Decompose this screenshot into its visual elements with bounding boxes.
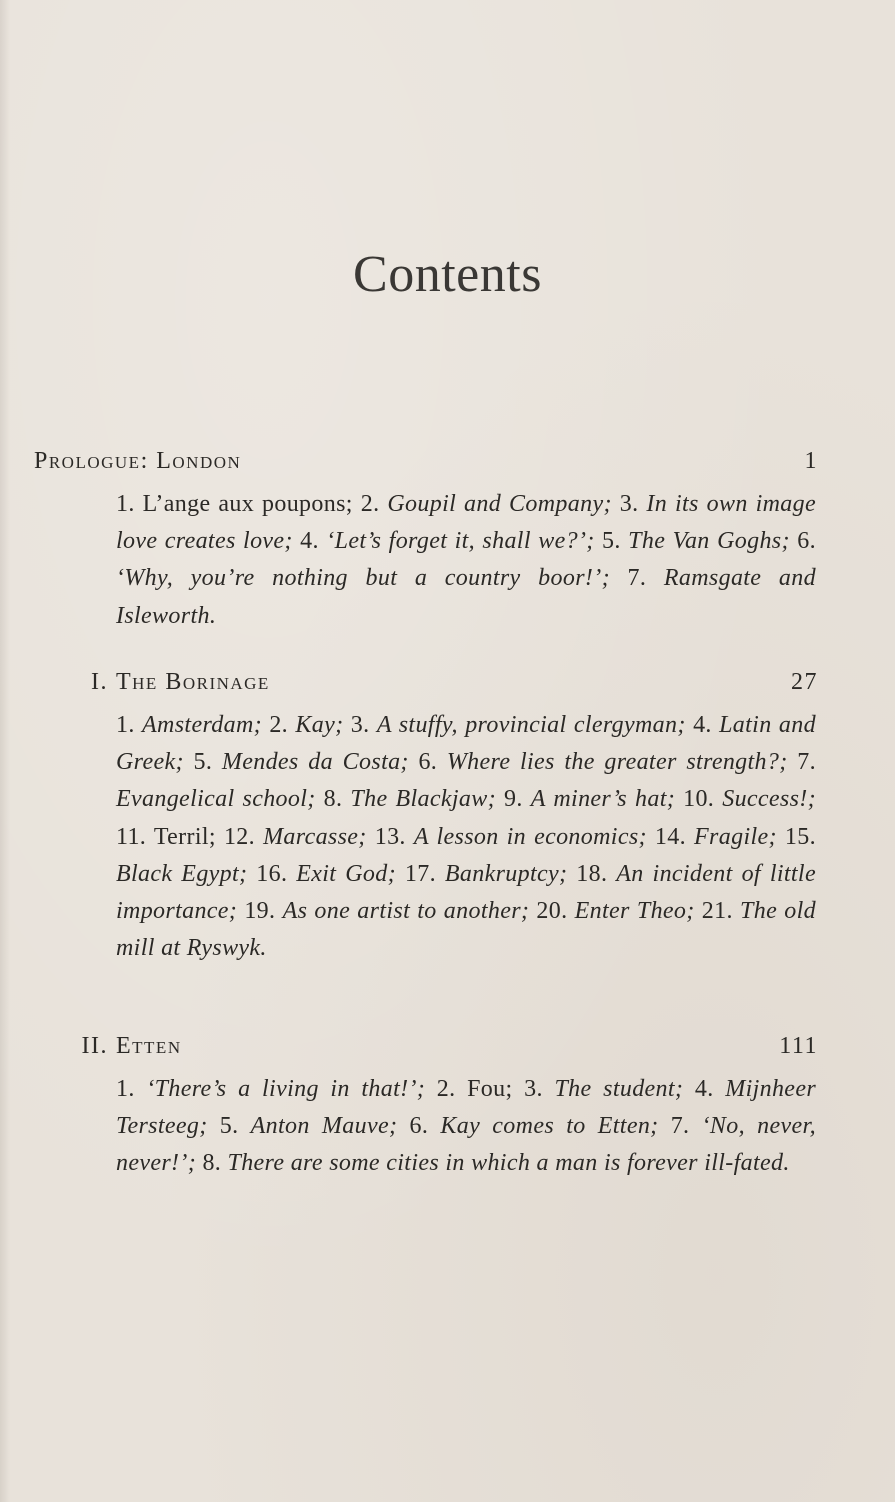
toc-item-number: 3. — [524, 1076, 543, 1102]
toc-item-number: 5. — [193, 749, 213, 776]
toc-item-text: Anton Mauve; — [250, 1113, 398, 1140]
toc-item-number: 8. — [202, 1150, 222, 1177]
toc-item — [116, 824, 216, 850]
toc-item-number: 10. — [683, 786, 715, 813]
toc-entry-etten — [0, 1033, 895, 1183]
toc-entry-items — [116, 486, 816, 635]
toc-item-text: In its own image love creates love; — [116, 491, 816, 555]
toc-item-number: 6. — [418, 749, 438, 776]
toc-entry-prologue — [0, 448, 895, 635]
toc-item-text: Mijnheer Tersteeg; — [116, 1076, 817, 1140]
toc-item — [655, 824, 777, 850]
toc-item-number: 7. — [797, 749, 816, 776]
toc-item — [361, 491, 612, 517]
toc-item — [224, 824, 367, 850]
toc-item-number: 7. — [627, 565, 647, 592]
toc-item-number: 2. — [269, 712, 289, 738]
toc-item — [375, 824, 647, 850]
toc-item-number: 12. — [223, 823, 256, 850]
toc-entry-page-number: 27 — [791, 669, 818, 695]
toc-item-text: The Van Goghs; — [628, 528, 790, 555]
toc-item-number: 5. — [219, 1113, 239, 1140]
toc-item — [504, 786, 675, 812]
toc-entry-heading — [0, 448, 895, 482]
toc-entry-items — [116, 1071, 816, 1183]
toc-item-number: 17. — [404, 860, 436, 887]
toc-item-text: Bankruptcy; — [444, 860, 568, 887]
toc-item-text: Where lies the greater strength?; — [446, 749, 788, 776]
toc-item — [405, 861, 567, 887]
toc-item-text: Black Egypt; — [116, 860, 248, 887]
toc-item-text: Latin and Greek; — [116, 712, 816, 776]
toc-entry-heading — [0, 669, 895, 703]
toc-item — [351, 712, 686, 738]
toc-item-number: 16. — [256, 860, 288, 887]
toc-entry-heading — [0, 1033, 895, 1067]
toc-item-number: 3. — [619, 491, 639, 517]
toc-item-text: There are some cities in which a man is forever ill-fated. — [227, 1150, 790, 1177]
toc-item-number: 20. — [536, 898, 568, 925]
toc-item-text: Success!; — [722, 786, 816, 813]
toc-item — [194, 749, 409, 775]
toc-item-number: 1. — [116, 491, 135, 517]
toc-item-text: A stuffy, provincial clergyman; — [376, 712, 686, 738]
toc-item-text: ‘Let’s forget it, shall we?’; — [326, 528, 595, 555]
toc-entry-page-number: 111 — [779, 1033, 818, 1059]
toc-item — [437, 1076, 513, 1102]
toc-item-text: The student; — [554, 1076, 684, 1102]
toc-item — [220, 1113, 398, 1139]
toc-item-text: As one artist to another; — [282, 898, 530, 925]
toc-item-text: A miner’s hat; — [530, 786, 676, 813]
toc-item-text: An incident of little importance; — [116, 860, 816, 925]
toc-item-number: 4. — [694, 1076, 714, 1102]
toc-entry-title: Etten — [116, 1033, 182, 1059]
toc-item-number: 21. — [701, 898, 733, 925]
toc-item-text: The Blackjaw; — [350, 786, 496, 813]
toc-item-number: 1. — [116, 712, 135, 738]
toc-entry-title: Prologue: London — [34, 448, 242, 474]
toc-item-text: ‘Why, you’re nothing but a country boor!’; — [116, 565, 610, 592]
toc-item-text: Evangelical school; — [116, 786, 316, 813]
toc-item-text: A lesson in economics; — [413, 823, 647, 850]
toc-item-number: 6. — [409, 1113, 429, 1140]
toc-item-text: Fragile; — [694, 823, 777, 850]
toc-item — [418, 749, 787, 775]
toc-item-text: Enter Theo; — [574, 898, 695, 925]
toc-item — [116, 491, 353, 517]
toc-item-number: 14. — [654, 823, 686, 850]
toc-item-number: 3. — [350, 712, 370, 738]
toc-item-number: 9. — [504, 786, 523, 813]
toc-item-number: 6. — [797, 528, 816, 555]
toc-item — [524, 1076, 683, 1102]
page-title: Contents — [353, 246, 542, 303]
toc-entry-numeral: II. — [81, 1033, 108, 1059]
toc-item-text: The old mill at Ryswyk. — [116, 898, 816, 962]
toc-item-text: Marcasse; — [263, 823, 367, 850]
toc-item-text: Amsterdam; — [142, 712, 262, 738]
toc-item-number: 2. — [360, 491, 380, 517]
toc-item — [536, 898, 694, 924]
toc-item-text: Kay comes to Etten; — [440, 1113, 659, 1140]
toc-item — [116, 712, 262, 738]
toc-item — [244, 898, 529, 924]
toc-item-number: 2. — [436, 1076, 456, 1102]
toc-entry-page-number: 1 — [804, 448, 818, 474]
toc-item — [324, 786, 496, 812]
toc-item-number: 11. — [116, 823, 147, 850]
toc-item-number: 8. — [323, 786, 343, 813]
toc-item — [410, 1113, 659, 1139]
toc-item-number: 18. — [576, 860, 608, 887]
toc-entry-title: The Borinage — [116, 669, 270, 695]
toc-item-number: 1. — [116, 1076, 135, 1102]
toc-item-number: 7. — [670, 1113, 690, 1140]
toc-entry-borinage — [0, 669, 895, 967]
toc-item — [300, 528, 594, 554]
toc-item-text: Kay; — [295, 712, 344, 738]
toc-item — [116, 1076, 425, 1102]
toc-item-text: ‘There’s a living in that!’; — [146, 1076, 426, 1102]
toc-item-number: 4. — [693, 712, 712, 738]
toc-item-text: Fou; — [467, 1076, 513, 1102]
toc-item-number: 19. — [244, 898, 276, 925]
toc-item-text: L’ange aux poupons; — [142, 491, 353, 517]
toc-item — [602, 528, 790, 554]
toc-item — [269, 712, 343, 738]
toc-item-text: Terril; — [153, 823, 216, 850]
toc-item-number: 13. — [374, 823, 406, 850]
toc-item-text: Ramsgate and Isleworth. — [116, 565, 816, 629]
toc-item — [202, 1150, 789, 1176]
toc-item — [256, 861, 396, 887]
toc-item-number: 5. — [602, 528, 621, 555]
toc-item-text: Mendes da Costa; — [221, 749, 409, 776]
toc-item — [683, 786, 816, 812]
toc-item-text: Goupil and Company; — [387, 491, 612, 517]
toc-entry-items — [116, 707, 816, 967]
toc-item-number: 4. — [300, 528, 319, 555]
toc-item-text: Exit God; — [296, 860, 396, 887]
toc-item-text: ‘No, never, never!’; — [116, 1113, 816, 1177]
toc-entry-numeral: I. — [91, 669, 108, 695]
toc-item-number: 15. — [784, 823, 816, 850]
